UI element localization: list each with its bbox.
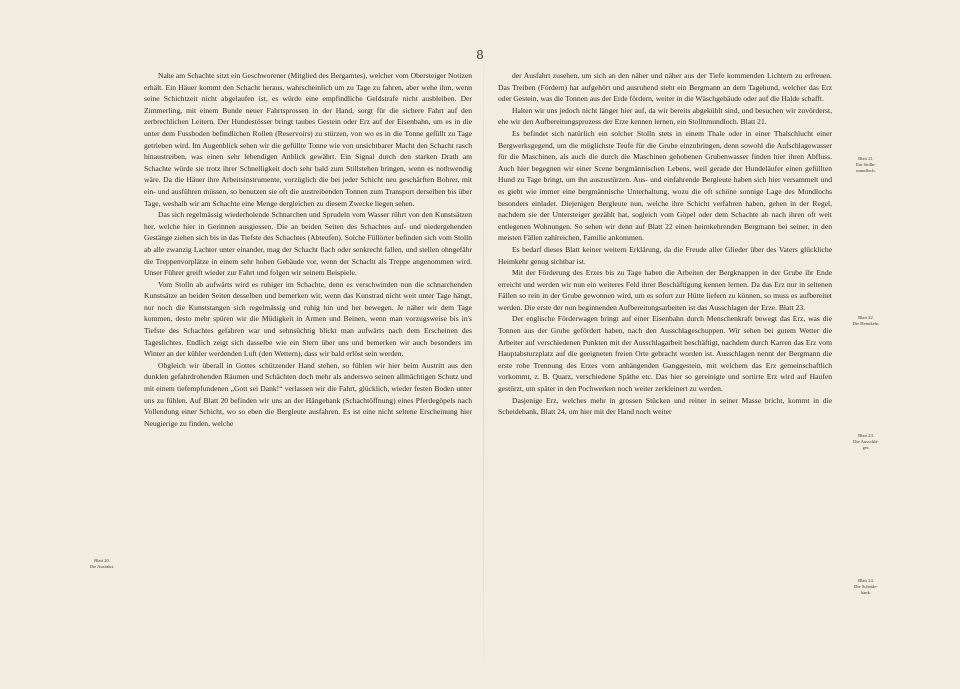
- margin-note-blatt-24: [846, 578, 886, 596]
- margin-note-blatt-22: [846, 315, 886, 327]
- margin-note-line: Ein Stolln-: [855, 162, 877, 167]
- margin-note-line: mundloch.: [856, 168, 876, 173]
- paragraph: Es befindet sich natürlich ein solcher Stolln stets in einem Thale oder in einer Thalschlucht einer Bergwerksgegend, um die möglichste Teufe für die Grube einzubringen, denn sowohl die Aufschlagewasser für die Maschinen, als auch die durch die Maschinen gehobenen Grubenwasser finden hier ihren Abfluss. Auch hier begegnen wir einer Scene bergmännischen Lebens, weil gerade der Hundeläufer einen gefüllten Hund zu Tage bringt, um ihn auszustürzen. Aus- und einfahrende Bergleute haben sich hier versammelt und es giebt wie immer eine bergmännische Unterhaltung, wozu die oft schöne sonnige Lage des Mundlochs besonders einladet. Diejenigen Bergleute nun, welche ihre Schicht verfahren haben, gehen in der Regel, nachdem sie der Untersteiger gezählt hat, sogleich vom Göpel oder dem Schachte ab nach ihren oft weit entlegenen Wohnungen. So sehen wir denn auf Blatt 22 einen heimkehrenden Bergmann bei seiner, in den meisten Fällen zahlreichen, Familie ankommen.: [498, 128, 832, 243]
- paragraph: Es bedarf dieses Blatt keiner weitern Erklärung, da die Freude aller Glieder über des Vaters glückliche Heimkehr genug sichtbar ist.: [498, 244, 832, 266]
- paragraph: Vom Stolln ab aufwärts wird es ruhiger im Schachte, denn es verschwinden nun die schnarchenden Kunstsätze an beiden Seiten desselben und bemerken wir, wenn das Kunstrad nicht weit unter Tage hängt, nur noch die Kunststangen sich regelmässig und ruhig hin und her bewegen. Je näher wir dem Tage kommen, desto mehr spüren wir die Müdigkeit in Armen und Beinen, wenn man vorzugsweise bis in's Tiefste des Schachtes gefahren war und sehnsüchtig blickt man aufwärts nach dem Erscheinen des Tageslichtes. Endlich zeigt sich dasselbe wie ein Stern über uns und bemerken wir auch besonders im Winter an der kühler werdenden Luft (den Wettern), dass wir bald erlöst sein werden.: [144, 279, 472, 359]
- paragraph: Obgleich wir überall in Gottes schützender Hand stehen, so fühlen wir hier beim Austritt aus den dunklen gefahrdrohenden Räumen und Schächten doch mehr als anderswo seinen allmächtigen Schutz und mit einem tiefempfundenen „Gott sei Dank!“ verlassen wir die Fahrt, glücklich, wieder festen Boden unter uns zu fühlen. Auf Blatt 20 befinden wir uns an der Hängebank (Schachtöffnung) eines Pferdegöpels nach Vollendung einer Schicht, wo so eben die Bergleute ausfahren. Es ist eine nicht seltene Erscheinung hier Neugierige zu finden, welche: [144, 360, 472, 428]
- margin-note-line: bank.: [860, 590, 872, 595]
- margin-note-line: Blatt 23.: [858, 433, 874, 438]
- paragraph: Das sich regelmässig wiederholende Schnarchen und Sprudeln vom Wasser rührt von den Kunstsätzen her, welche hier in Gerinnen ausgiessen. Die an beiden Seiten des Schachtes auf- und niedergehenden Gestänge ziehen sich bis in das Tiefste des Schachtes (Abteufen). Solche Füllörter befinden sich vom Stolln ab alle zwanzig Lachter unter einander, mag der Schacht flach oder senkrecht fallen, und stellen ohngefähr die Treppenvorplätze in einem sehr hohen Gebäude vor, wenn der Schacht als Treppe angenommen wird. Unser Führer greift wieder zur Fahrt und folgen wir seinem Beispiele.: [144, 210, 472, 278]
- margin-note-line: Die Ausfahrt.: [89, 564, 115, 569]
- margin-note-line: Blatt 24.: [858, 578, 874, 583]
- page-fold: [483, 58, 484, 658]
- paragraph: Mit der Förderung des Erzes bis zu Tage haben die Arbeiten der Bergknappen in der Grube ihr Ende erreicht und werden wir nun ein weiteres Feld ihrer Beschäftigung kennen lernen. Da das Erz nur in seltenen Fällen so rein in der Grube gewonnen wird, um es sofort zur Hütte liefern zu können, so muss es aufbereitet werden. Die erste der nun beginnenden Aufbereitungsarbeiten ist das Ausschlagen der Erze. Blatt 23.: [498, 268, 832, 312]
- margin-note-blatt-23: [846, 433, 886, 451]
- paragraph: der Ausfahrt zusehen, um sich an den näher und näher aus der Tiefe kommenden Lichtern zu erfreuen. Das Treiben (Fördern) hat aufgehört und ausruhend steht ein Bergmann an dem Tagehund, welcher das Erz oder Gestein, was die Tonnen aus der Erde fördern, weiter in die Wäschgebäude oder auf die Halde schafft.: [498, 71, 832, 104]
- paragraph: Halten wir uns jedoch nicht länger hier auf, da wir bereits abgekühlt sind, und besuchen wir zuvörderst, ehe wir den Aufbereitungsprozess der Erze kennen lernen, ein Stollnmundloch. Blatt 21.: [498, 105, 832, 127]
- paragraph: Dasjenige Erz, welches mehr in grossen Stücken und reiner in seiner Masse bricht, kommt in die Scheidebank, Blatt 24, um hier mit der Hand noch weiter: [498, 395, 832, 417]
- right-column: [498, 70, 832, 418]
- left-column: [144, 70, 472, 429]
- margin-note-line: Blatt 20.: [94, 558, 110, 563]
- paragraph: Der englische Förderwagen bringt auf einer Eisenbahn durch Menschenkraft bewegt das Erz, was die Tonnen aus der Grube gefördert haben, nach den Ausschlageschuppen. Wir sehen bei gutem Wetter die Arbeiter auf verschiedenen Punkten mit der Ausschlagarbeit beschäftigt, nachdem durch Karren das Erz vom Hauptabsturzplatz auf die geeigneten freien Orte gebracht worden ist. Ausschlagen nennt der Bergmann die erste rohe Trennung des Erzes vom anhängenden Ganggestein, mit welchem das Erz gemeinschaftlich vorkommt, z. B. Quarz, verschiedene Späthe etc. Das hier so gereinigte und sortirte Erz wird auf Haufen gestürzt, um später in den Pochwerken noch weiter zerkleinert zu werden.: [498, 314, 832, 394]
- margin-note-blatt-20: [82, 558, 122, 570]
- margin-note-line: Blatt 21.: [858, 156, 874, 161]
- margin-note-blatt-21: [846, 156, 886, 174]
- paragraph: Nahe am Schachte sitzt ein Geschworener (Mitglied des Bergamtes), welcher vom Obersteiger Notizen erhält. Ein Häuer kommt den Schacht heraus, wahrscheinlich um zu Tage zu fahren, aber wehe ihm, wenn seine Schichtzeit nicht abgelaufen ist, es würde eine empfindliche Geldstrafe nicht ausbleiben. Der Zimmerling, mit einem Bunde neuer Fahrtsprossen in der Hand, sorgt für die sichere Fahrt auf den zerbrechlichen Leitern. Der Hundestösser bringt taubes Gestein oder Erz auf der Eisenbahn, um es in die unter dem Fussboden befindlichen Rollen (Reservoirs) zu stürzen, von wo es in die Tonne gefüllt zu Tage getrieben wird. Im Augenblick sehen wir die gefüllte Tonne wie von unsichtbarer Macht den Schacht rasch hinaustreiben, was einen sehr lebendigen Anblick gewährt. Ein Signal durch den starken Drath am Schachte würde sie trotz ihrer Schnelligkeit doch sehr bald zum Stillstehen bringen, wenn es nothwendig wäre. Da die Häuer ihre Arbeitsinstrumente, vorzüglich die bei jeder Schicht neu geschärften Bohrer, mit ein- und ausführen müssen, so benutzen sie oft die austreibenden Tonnen zum Transport derselben bis über Tage, weshalb wir am Schachte eine Menge dergleichen zu diesem Zwecke liegen sehen.: [144, 71, 472, 208]
- margin-note-line: Die Ausschlä-: [853, 439, 879, 444]
- margin-note-line: Die Scheide-: [854, 584, 878, 589]
- margin-note-line: Die Heimkehr.: [852, 321, 880, 326]
- margin-note-line: Blatt 22.: [858, 315, 874, 320]
- page-number: 8: [476, 48, 484, 62]
- margin-note-line: ger.: [862, 445, 870, 450]
